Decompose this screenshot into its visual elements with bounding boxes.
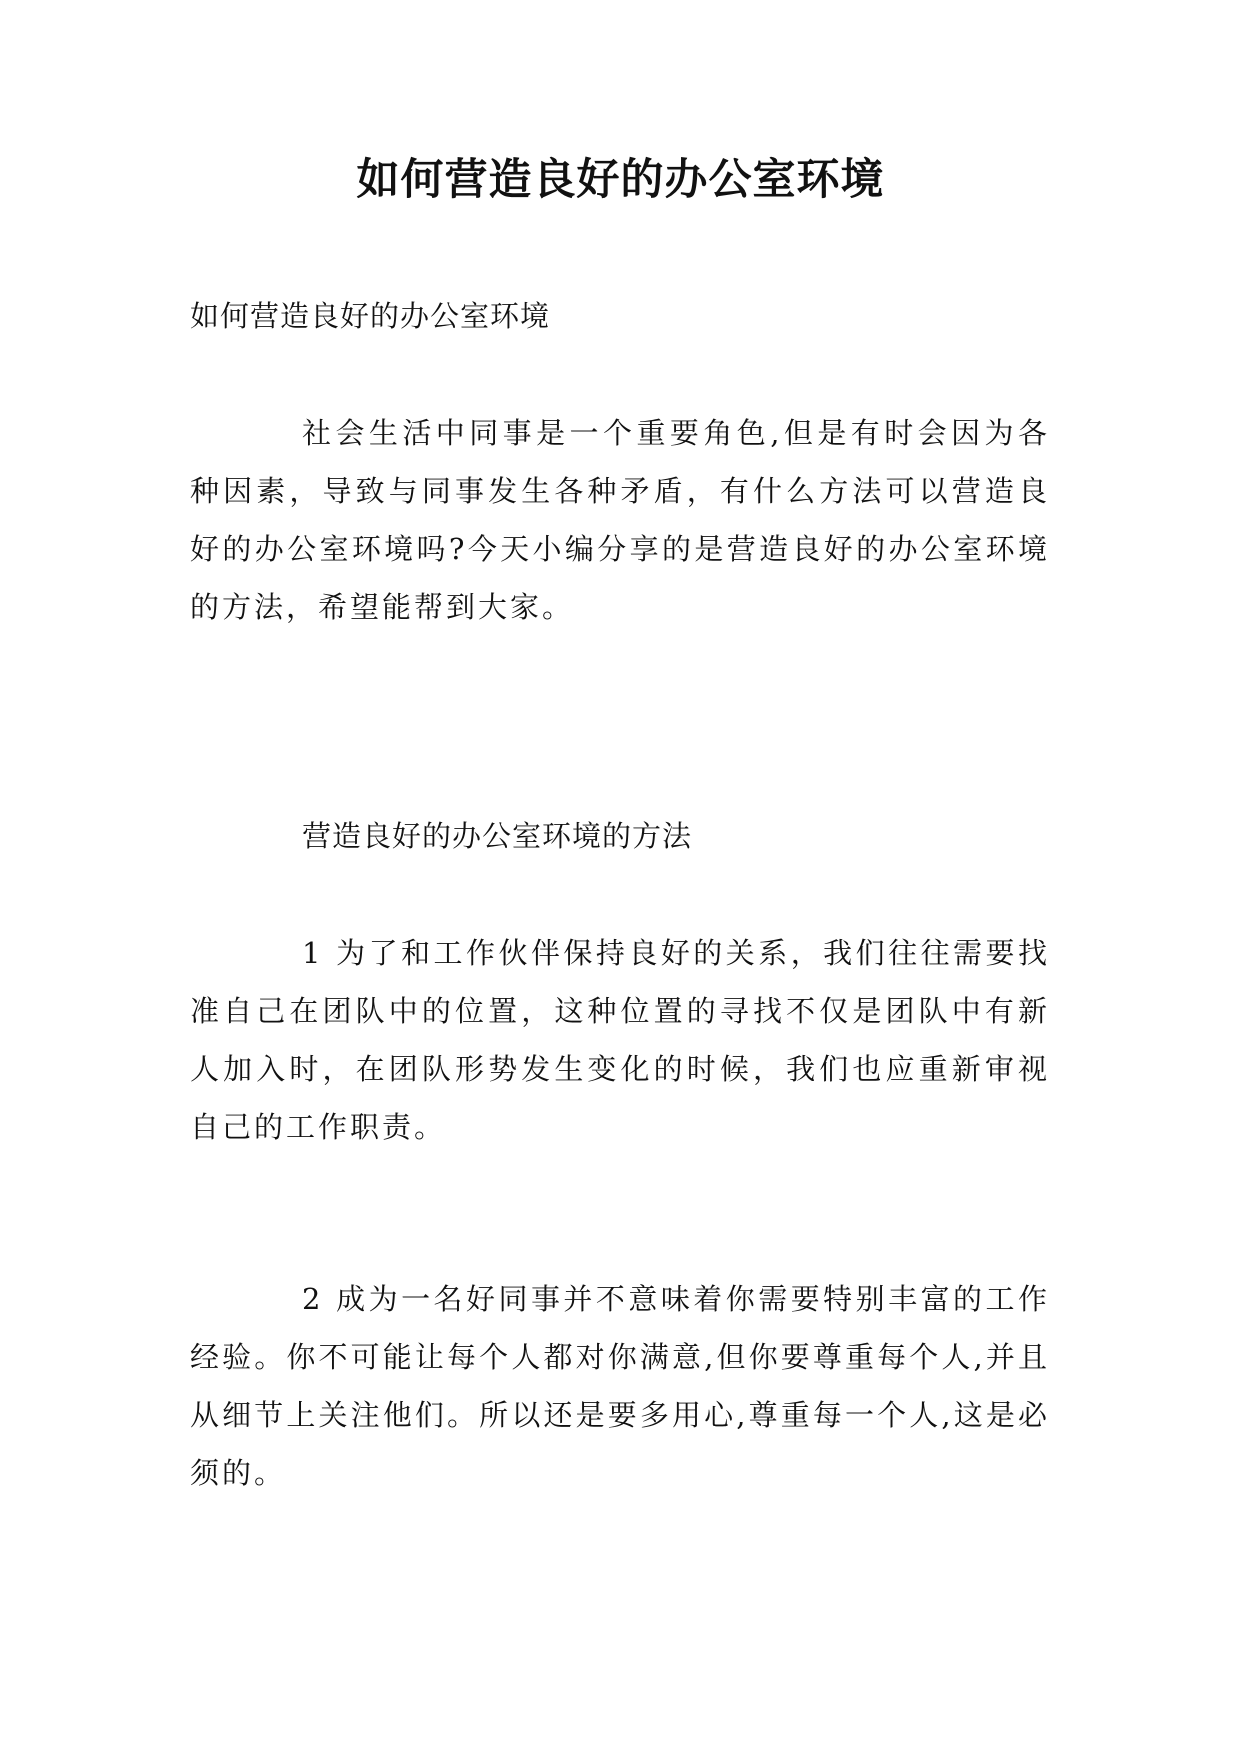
point-2-paragraph: 2 成为一名好同事并不意味着你需要特别丰富的工作经验。你不可能让每个人都对你满意,但你要尊重每个人,并且从细节上关注他们。所以还是要多用心,尊重每一个人,这是必须的。: [190, 1282, 1050, 1490]
section-heading: 营造良好的办公室环境的方法: [302, 819, 693, 853]
point-1-paragraph: 1 为了和工作伙伴保持良好的关系，我们往往需要找准自己在团队中的位置，这种位置的寻找不仅是团队中有新人加入时，在团队形势发生变化的时候，我们也应重新审视自己的工作职责。: [190, 936, 1050, 1144]
intro-paragraph: 社会生活中同事是一个重要角色,但是有时会因为各种因素，导致与同事发生各种矛盾，有什么方法可以营造良好的办公室环境吗?今天小编分享的是营造良好的办公室环境的方法，希望能帮到大家。: [190, 416, 1050, 624]
document-subtitle: 如何营造良好的办公室环境: [190, 299, 551, 333]
document-title: 如何营造良好的办公室环境: [356, 155, 885, 205]
